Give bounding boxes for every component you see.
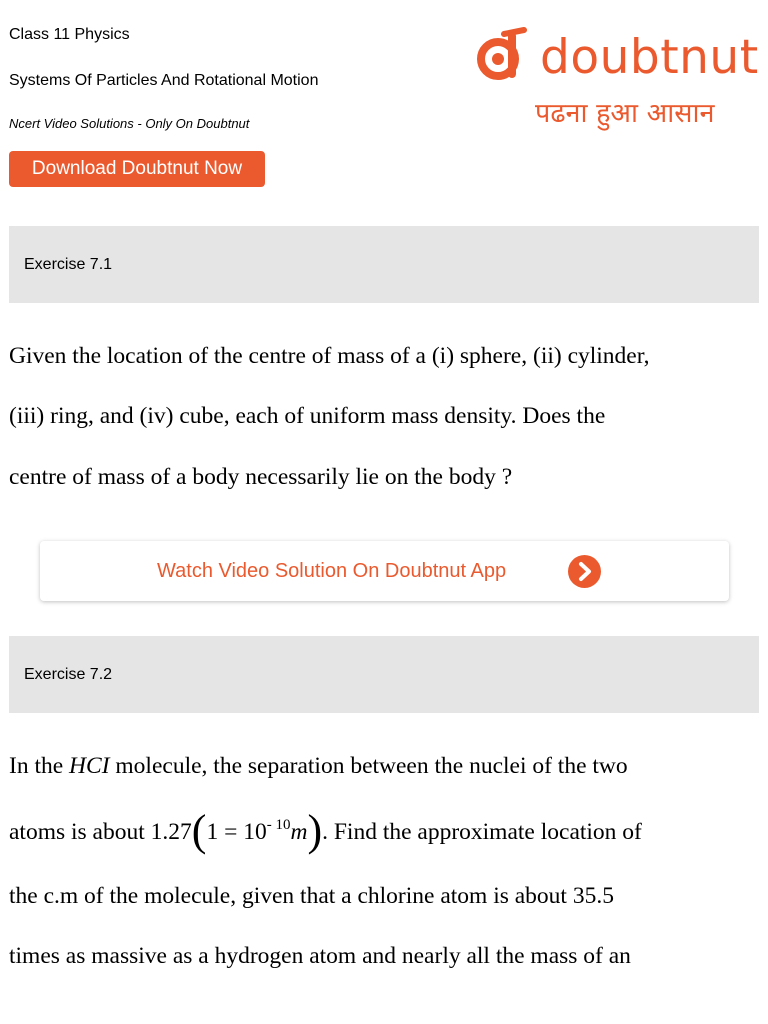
watch-video-button[interactable] [40, 541, 729, 601]
question-line: In the HCI molecule, the separation between the nuclei of the two [9, 753, 628, 779]
exercise-label: Exercise 7.1 [24, 256, 113, 273]
exercise-header [9, 636, 759, 713]
math-expression: 1 = 10 [206, 819, 267, 845]
question-line: the c.m of the molecule, given that a chlorine atom is about 35.5 [9, 883, 614, 909]
watch-video-label: Watch Video Solution On Doubtnut App [157, 560, 507, 582]
doubtnut-logo-icon [474, 26, 538, 86]
logo-wordmark: doubtnut [540, 30, 759, 85]
question-line: atoms is about $1.27(1 = 10^{- 10}m)$. Find the approximate location of [9, 806, 642, 855]
class-label: Class 11 Physics [9, 26, 130, 43]
question-line: centre of mass of a body necessarily lie on the body ? [9, 464, 513, 490]
chevron-right-icon [568, 555, 601, 588]
question-line: times as massive as a hydrogen atom and nearly all the mass of an [9, 943, 631, 969]
exercise-label: Exercise 7.2 [24, 666, 113, 683]
logo-hindi-tagline: पढना हुआ आसान [535, 98, 715, 129]
chapter-title: Systems Of Particles And Rotational Motion [9, 72, 319, 89]
question-line: Given the location of the centre of mass of a (i) sphere, (ii) cylinder, [9, 343, 650, 369]
question-line: (iii) ring, and (iv) cube, each of uniform mass density. Does the [9, 403, 606, 429]
exercise-header [9, 226, 759, 303]
tagline: Ncert Video Solutions - Only On Doubtnut [9, 116, 250, 131]
download-button[interactable]: Download Doubtnut Now [9, 151, 265, 187]
